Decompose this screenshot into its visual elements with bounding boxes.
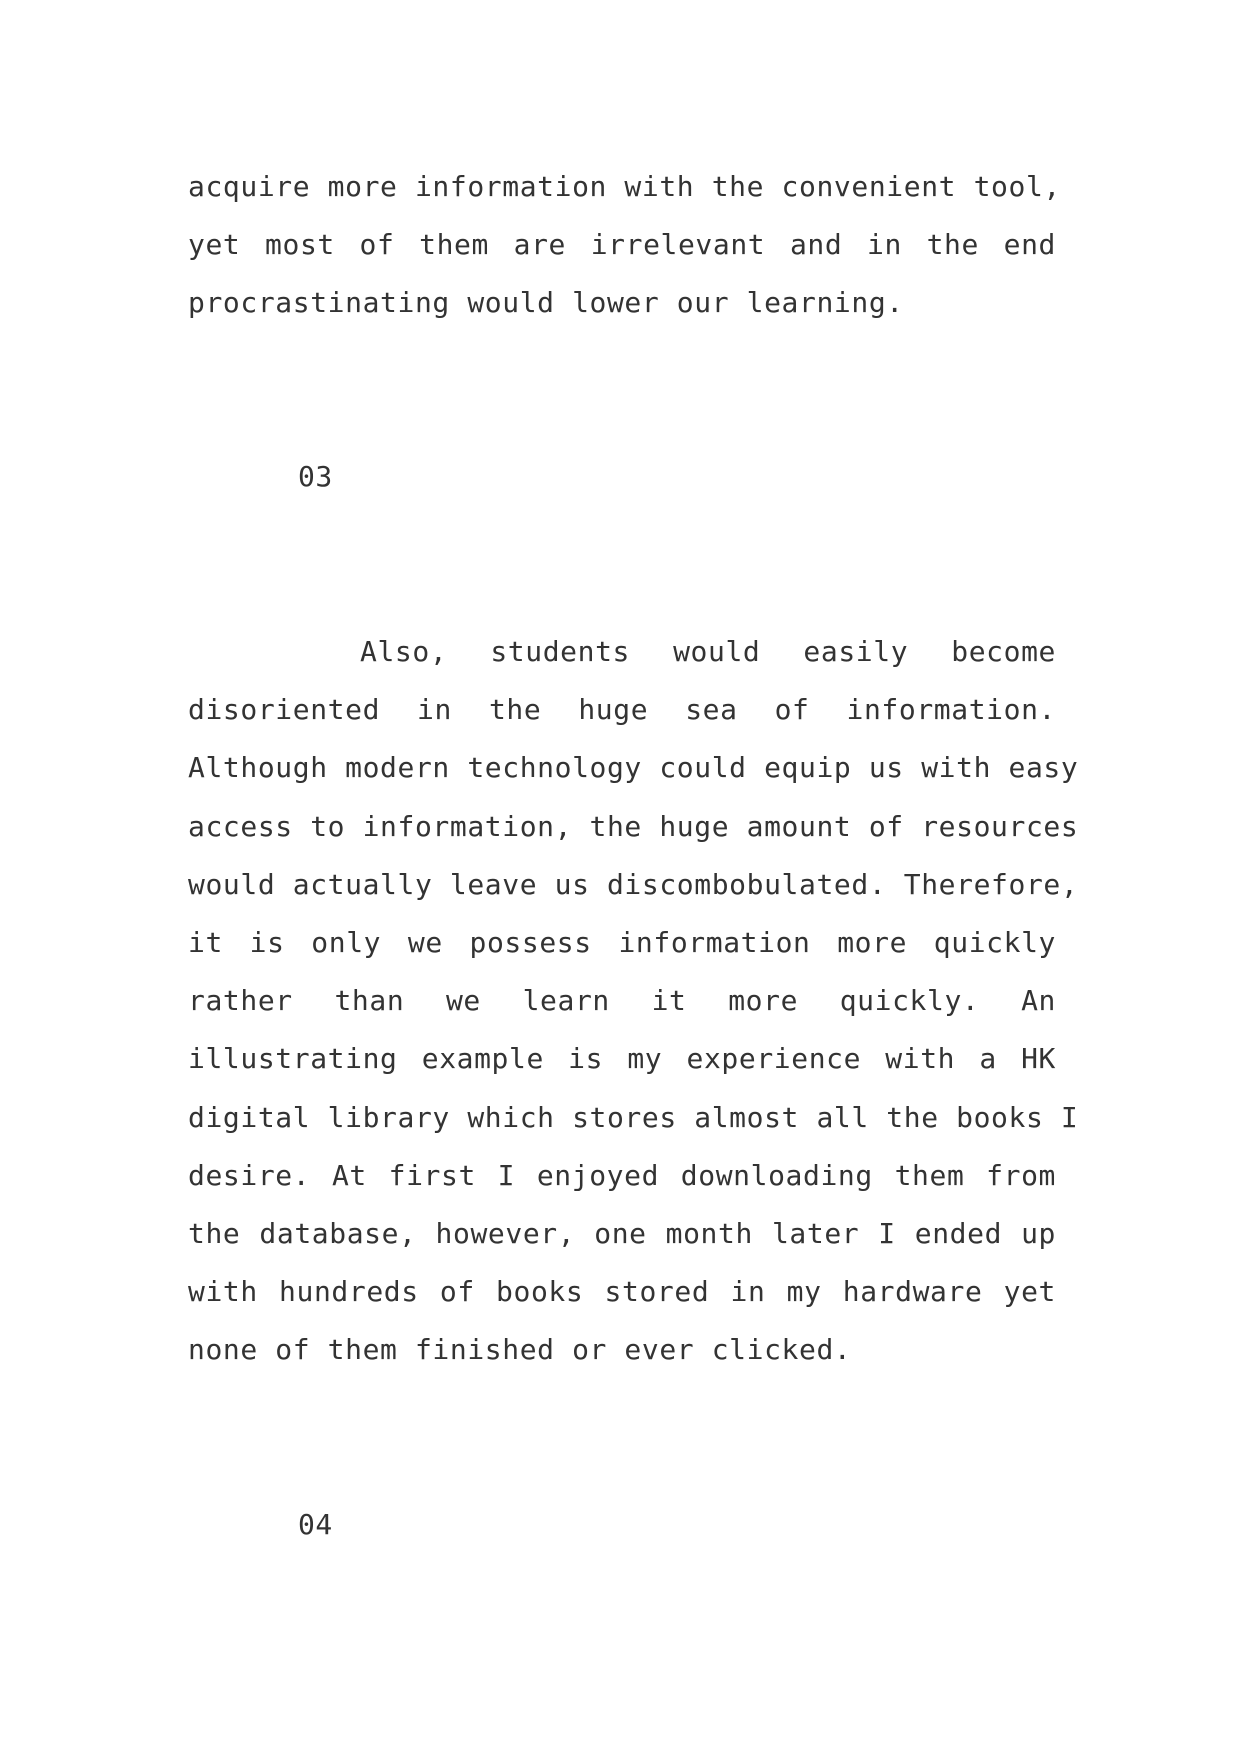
text-line: illustrating example is my experience with a HK (188, 1042, 1056, 1076)
text-line: acquire more information with the convenient tool, (188, 170, 1061, 203)
paragraph-continuation (188, 158, 1061, 333)
text-line: procrastinating would lower our learning. (188, 286, 904, 320)
text-line: would actually leave us discombobulated. Therefore, (188, 867, 1079, 901)
text-line: none of them finished or ever clicked. (188, 1333, 852, 1367)
text-line: disoriented in the huge sea of information. (188, 693, 1056, 727)
text-line: rather than we learn it more quickly. An (188, 984, 1056, 1018)
text-line: Also, students would easily become (360, 635, 1056, 668)
section-number-04: 04 (298, 1508, 333, 1541)
text-line: yet most of them are irrelevant and in the end (188, 228, 1056, 262)
text-line: access to information, the huge amount of resources (188, 809, 1079, 843)
paragraph-disorientation (188, 623, 1079, 1379)
text-line: digital library which stores almost all the books I (188, 1100, 1079, 1134)
text-line: Although modern technology could equip us with easy (188, 751, 1079, 785)
text-line: the database, however, one month later I ended up (188, 1216, 1056, 1250)
text-line: desire. At first I enjoyed downloading them from (188, 1158, 1056, 1192)
section-number-03: 03 (298, 460, 333, 493)
text-line: with hundreds of books stored in my hardware yet (188, 1275, 1056, 1309)
text-line: it is only we possess information more quickly (188, 925, 1056, 959)
